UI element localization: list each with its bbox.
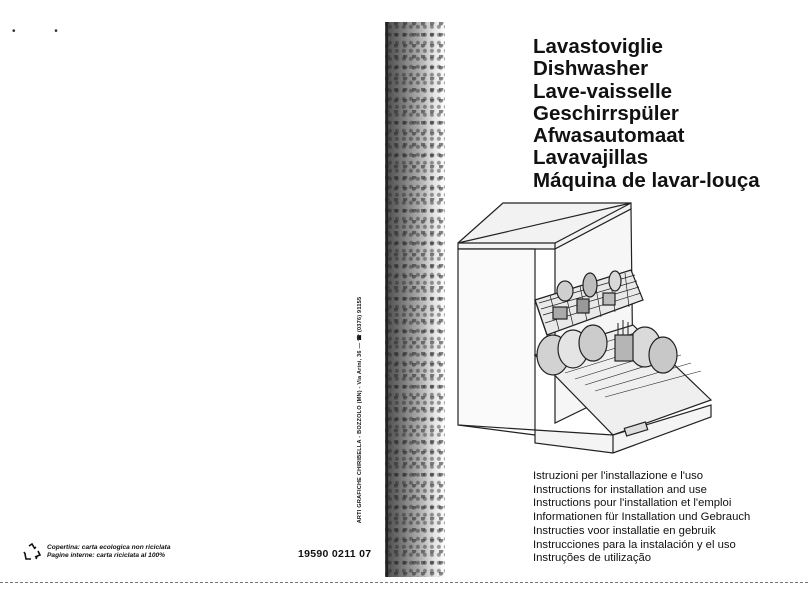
title-fr: Lave-vaisselle [533, 79, 673, 103]
bottom-edge [0, 582, 808, 583]
side-panel [458, 249, 535, 430]
paper-notes [47, 544, 171, 560]
scan-specks: • • [12, 26, 76, 37]
instructions-pt: Instruções de utilização [533, 552, 652, 565]
instructions-fr: Instructions pour l'installation et l'emploi [533, 497, 732, 510]
printer-credit [353, 290, 367, 530]
title-it: Lavastoviglie [533, 35, 663, 58]
instruction-titles [533, 470, 750, 566]
product-titles [533, 36, 760, 192]
printer-credit-text: ARTI GRAFICHE CHIRIBELLA - BOZZOLO (MN) - Via Arini, 36 — ☎ (0376) 91155 [357, 296, 363, 524]
title-en: Dishwasher [533, 57, 649, 81]
instructions-en: Instructions for installation and use [533, 483, 707, 496]
spine-edge [386, 22, 388, 577]
paper-note-inner: Pagine interne: carta riciclata al 100% [47, 552, 166, 559]
title-pt: Máquina de lavar-louça [533, 168, 760, 192]
instructions-it: Istruzioni per l'installazione e l'uso [533, 470, 704, 482]
spine-shadow [385, 22, 445, 577]
instructions-es: Instrucciones para la instalación y el uso [533, 538, 736, 551]
title-nl: Afwasautomaat [533, 124, 685, 148]
paper-note-cover: Copertina: carta ecologica non riciclata [47, 544, 171, 551]
title-es: Lavavajillas [533, 146, 649, 170]
document-code: 19590 0211 07 [298, 548, 372, 560]
recycle-icon [22, 542, 42, 562]
instructions-de: Informationen für Installation und Gebrauch [533, 511, 751, 524]
instructions-nl: Instructies voor installatie en gebruik [533, 524, 716, 537]
title-de: Geschirrspüler [533, 101, 679, 125]
dishwasher-illustration [455, 195, 717, 465]
